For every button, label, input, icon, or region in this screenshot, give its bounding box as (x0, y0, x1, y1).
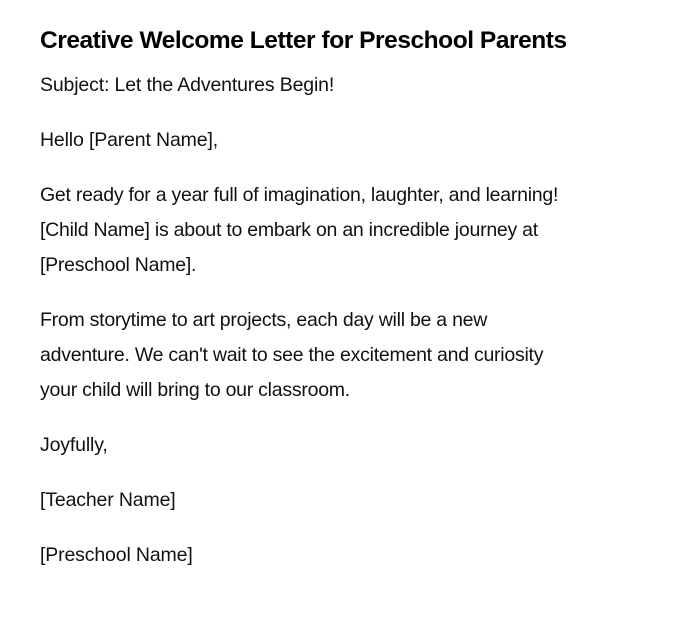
body-line: [Child Name] is about to embark on an incredible journey at (40, 219, 538, 241)
subject-line: Subject: Let the Adventures Begin! (40, 74, 335, 96)
page-title: Creative Welcome Letter for Preschool Parents (40, 27, 567, 54)
body-line: From storytime to art projects, each day will be a new (40, 309, 488, 331)
body-paragraph-2 (40, 303, 660, 408)
signature-preschool-name: [Preschool Name] (40, 544, 193, 566)
signature-teacher-name: [Teacher Name] (40, 489, 176, 511)
closing-line: Joyfully, (40, 434, 108, 456)
body-line: Get ready for a year full of imagination, laughter, and learning! (40, 184, 559, 206)
body-line: your child will bring to our classroom. (40, 379, 350, 401)
body-paragraph-1 (40, 178, 660, 283)
greeting-line: Hello [Parent Name], (40, 129, 218, 151)
body-line: [Preschool Name]. (40, 254, 197, 276)
body-line: adventure. We can't wait to see the excitement and curiosity (40, 344, 544, 366)
